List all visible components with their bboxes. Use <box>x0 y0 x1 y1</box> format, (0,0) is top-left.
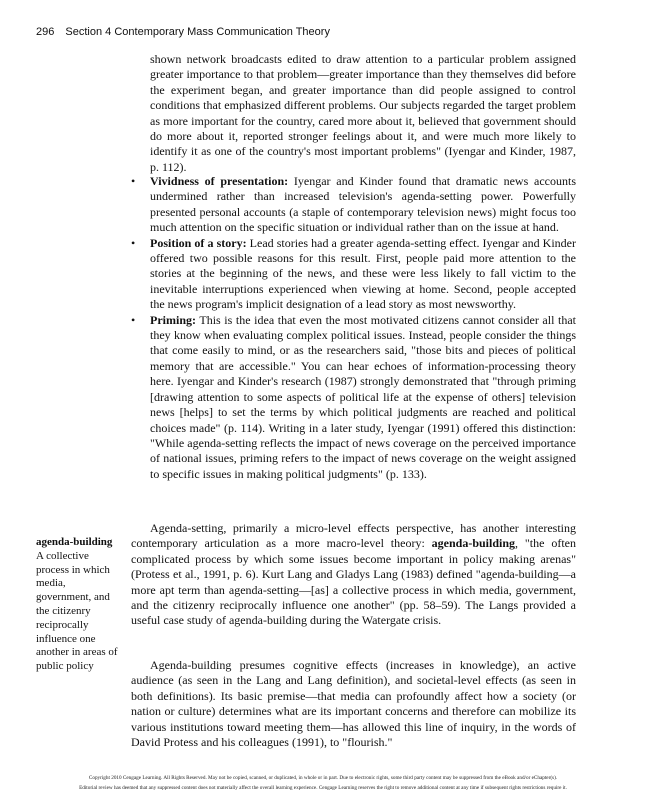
bullet-icon: • <box>131 174 136 188</box>
bullet-item <box>131 313 576 482</box>
bullet-icon: • <box>131 235 136 250</box>
copyright-footer-line-2: Editorial review has deemed that any suppressed content does not materially affect the overall learning experience. Cengage Learning reserves the right to remove additional content at any time if subsequent rights restrictions require it. <box>79 785 567 791</box>
glossary-definition: A collective process in which media, government, and the citizenry reciprocally influence one another in areas of public policy <box>36 549 118 673</box>
bullet-item <box>131 174 576 236</box>
copyright-footer-line-1: Copyright 2010 Cengage Learning. All Rights Reserved. May not be copied, scanned, or duplicated, in whole or in part. Due to electronic rights, some third party content may be suppressed from the eBook and/or eChapter(s). <box>88 775 558 781</box>
agenda-building-paragraph <box>131 521 576 629</box>
running-header <box>36 26 330 38</box>
paragraph-text-before: Agenda-setting, primarily a micro-level effects perspective, has another interesting contemporary articulation as a more macro-level theory: <box>131 521 576 551</box>
bullet-text: Iyengar and Kinder found that dramatic news accounts undermined rather than increased television's agenda-setting power. Powerfully presented personal accounts (a staple of contemporary television news) might focus too much attention on the specific situation or individual rather than on the issue at hand. <box>150 174 576 235</box>
page-number: 296 <box>36 26 55 38</box>
bullet-term: Priming: <box>150 312 196 327</box>
running-title: Section 4 Contemporary Mass Communication Theory <box>65 26 330 38</box>
bullet-text: Lead stories had a greater agenda-setting effect. Iyengar and Kinder offered two possible reasons for this result. First, people paid more attention to the stories at the beginning of the news, and these were less likely to fall victim to the inevitable interruptions experienced when viewing at home. Second, people accepted the news program's implicit designation of a lead story as most newsworthy. <box>150 235 577 312</box>
bullet-item <box>131 236 576 313</box>
bullet-term: Vividness of presentation: <box>150 174 289 188</box>
bullet-term: Position of a story: <box>150 235 247 250</box>
continuation-paragraph: shown network broadcasts edited to draw attention to a particular problem assigned greater importance to that problem—greater importance than they themselves did before the experiment began, and greater importance than did people assigned to control conditions that emphasized different problems. Our subjects regarded the target problem as more important for the country, cared more about it, believed that government should do more about it, reported stronger feelings about it, and were much more likely to identify it as one of the country's most important problems" (Iyengar and Kinder, 1987, p. 112). <box>150 52 576 174</box>
key-term: agenda-building <box>431 536 516 551</box>
margin-glossary-note <box>36 536 118 674</box>
paragraph-text-after: , "the often complicated process by which some issues become important in policy making arenas" (Protess et al., 1991, p. 6). Kurt Lang and Gladys Lang (1983) defined "agenda-building—a more apt term than agenda-setting—[as] a collective process in which media, government, and the citizenry reciprocally influence one another" (pp. 58–59). The Langs provided a useful case study of agenda-building during the Watergate crisis. <box>131 536 576 628</box>
bullet-list <box>131 174 576 482</box>
bullet-icon: • <box>131 312 136 327</box>
agenda-building-premise-paragraph: Agenda-building presumes cognitive effects (increases in knowledge), an active audience (as seen in the Lang and Lang definition), and societal-level effects (as seen in both definitions). Its basic premise—that media can profoundly affect how a society (or nation or culture) determines what are its important concerns and therefore can mobilize its various institutions toward meeting them—has allowed this line of inquiry, in the words of David Protess and his colleagues (1991), to "flourish." <box>131 658 576 750</box>
glossary-term: agenda-building <box>36 536 113 548</box>
bullet-text: This is the idea that even the most motivated citizens cannot consider all that they know when evaluating complex political issues. Instead, people consider the things that come easily to mind, or as the researchers said, "those bits and pieces of political memory that are accessible." You can hear echoes of information-processing theory here. Iyengar and Kinder's research (1987) strongly demonstrated that "through priming [drawing attention to some aspects of political life at the expense of others] television news [helps] to set the terms by which political judgments are reached and political choices made" (p. 114). Writing in a later study, Iyengar (1991) offered this distinction: "While agenda-setting reflects the impact of news coverage on the perceived importance of national issues, priming refers to the impact of news coverage on the weight assigned to specific issues in making political judgments" (p. 133). <box>150 312 576 481</box>
